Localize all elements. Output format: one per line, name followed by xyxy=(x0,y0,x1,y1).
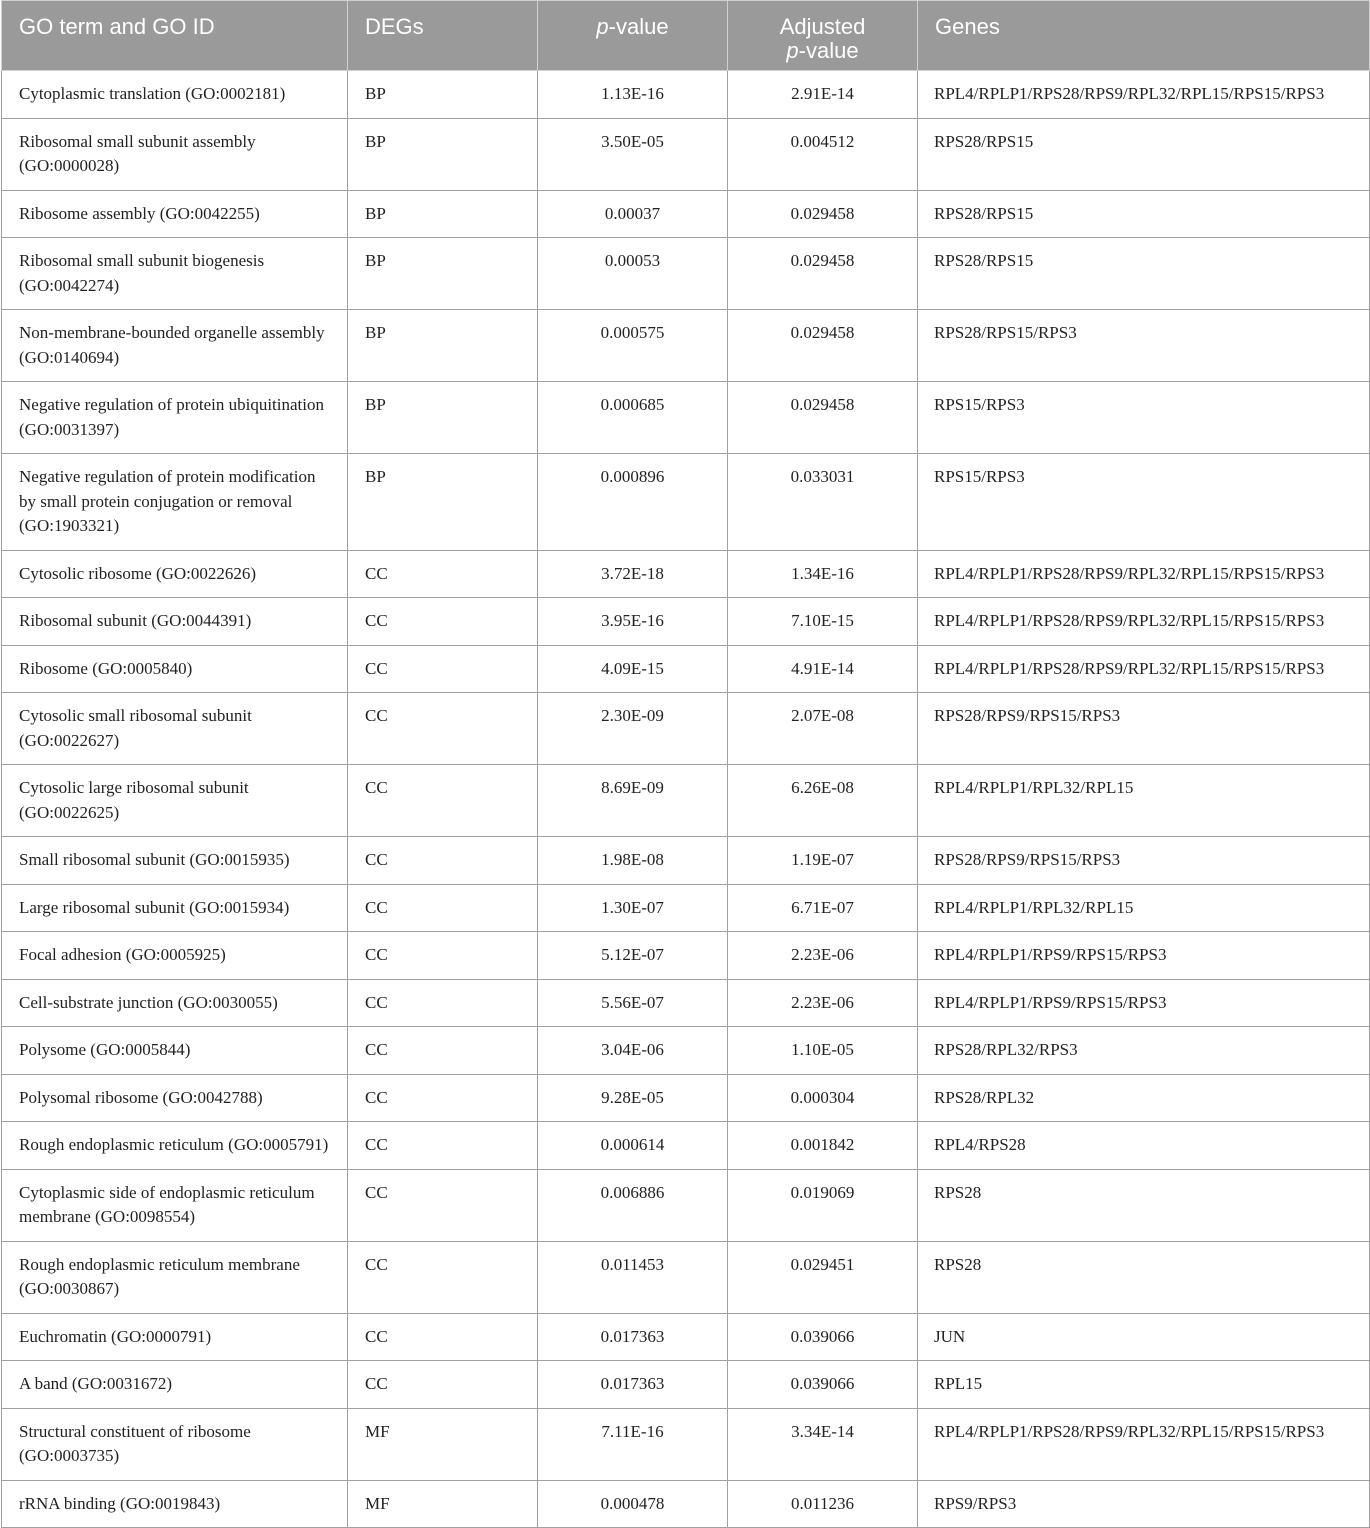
cell-p-value: 0.00037 xyxy=(538,190,728,238)
cell-adjusted-p-value: 0.029458 xyxy=(728,310,918,382)
table-row xyxy=(2,837,1370,885)
table-row xyxy=(2,1241,1370,1313)
cell-genes: RPL4/RPLP1/RPS28/RPS9/RPL32/RPL15/RPS15/RPS3 xyxy=(918,550,1370,598)
cell-adjusted-p-value: 0.039066 xyxy=(728,1361,918,1409)
cell-p-value: 1.30E-07 xyxy=(538,884,728,932)
cell-go-term: Rough endoplasmic reticulum membrane (GO:0030867) xyxy=(2,1241,348,1313)
cell-degs: CC xyxy=(348,1241,538,1313)
cell-genes: RPS28/RPS15 xyxy=(918,238,1370,310)
cell-genes: RPS28 xyxy=(918,1169,1370,1241)
cell-adjusted-p-value: 0.019069 xyxy=(728,1169,918,1241)
table-row xyxy=(2,1361,1370,1409)
cell-go-term: Ribosomal small subunit biogenesis (GO:0042274) xyxy=(2,238,348,310)
cell-degs: CC xyxy=(348,1313,538,1361)
cell-p-value: 0.000614 xyxy=(538,1122,728,1170)
cell-genes: RPS28/RPS9/RPS15/RPS3 xyxy=(918,837,1370,885)
table-row xyxy=(2,979,1370,1027)
table-row xyxy=(2,765,1370,837)
table-row xyxy=(2,238,1370,310)
cell-adjusted-p-value: 0.001842 xyxy=(728,1122,918,1170)
table-row xyxy=(2,884,1370,932)
cell-p-value: 1.98E-08 xyxy=(538,837,728,885)
cell-go-term: rRNA binding (GO:0019843) xyxy=(2,1480,348,1528)
cell-p-value: 2.30E-09 xyxy=(538,693,728,765)
cell-degs: CC xyxy=(348,932,538,980)
cell-degs: CC xyxy=(348,550,538,598)
cell-degs: BP xyxy=(348,310,538,382)
cell-degs: CC xyxy=(348,979,538,1027)
cell-adjusted-p-value: 2.91E-14 xyxy=(728,71,918,119)
cell-adjusted-p-value: 0.029458 xyxy=(728,382,918,454)
cell-adjusted-p-value: 0.033031 xyxy=(728,454,918,551)
cell-genes: RPS28 xyxy=(918,1241,1370,1313)
header-go-term: GO term and GO ID xyxy=(2,1,348,71)
cell-go-term: A band (GO:0031672) xyxy=(2,1361,348,1409)
cell-p-value: 9.28E-05 xyxy=(538,1074,728,1122)
cell-adjusted-p-value: 7.10E-15 xyxy=(728,598,918,646)
cell-degs: CC xyxy=(348,765,538,837)
cell-genes: JUN xyxy=(918,1313,1370,1361)
cell-p-value: 0.000478 xyxy=(538,1480,728,1528)
cell-degs: CC xyxy=(348,1169,538,1241)
cell-degs: CC xyxy=(348,645,538,693)
cell-go-term: Euchromatin (GO:0000791) xyxy=(2,1313,348,1361)
cell-adjusted-p-value: 1.34E-16 xyxy=(728,550,918,598)
cell-genes: RPS28/RPL32/RPS3 xyxy=(918,1027,1370,1075)
cell-degs: CC xyxy=(348,1027,538,1075)
cell-genes: RPL4/RPLP1/RPS28/RPS9/RPL32/RPL15/RPS15/RPS3 xyxy=(918,598,1370,646)
cell-degs: CC xyxy=(348,598,538,646)
cell-degs: CC xyxy=(348,1122,538,1170)
header-genes: Genes xyxy=(918,1,1370,71)
cell-adjusted-p-value: 0.000304 xyxy=(728,1074,918,1122)
cell-p-value: 0.006886 xyxy=(538,1169,728,1241)
cell-go-term: Cell-substrate junction (GO:0030055) xyxy=(2,979,348,1027)
cell-p-value: 0.000896 xyxy=(538,454,728,551)
cell-go-term: Small ribosomal subunit (GO:0015935) xyxy=(2,837,348,885)
header-p-rest: -value xyxy=(608,14,669,39)
table-row xyxy=(2,190,1370,238)
cell-degs: BP xyxy=(348,454,538,551)
table-row xyxy=(2,118,1370,190)
cell-genes: RPL4/RPLP1/RPL32/RPL15 xyxy=(918,765,1370,837)
cell-adjusted-p-value: 0.029451 xyxy=(728,1241,918,1313)
table-header xyxy=(2,1,1370,71)
cell-p-value: 5.12E-07 xyxy=(538,932,728,980)
table-row xyxy=(2,693,1370,765)
table-row xyxy=(2,382,1370,454)
table-row xyxy=(2,1074,1370,1122)
table-row xyxy=(2,598,1370,646)
cell-adjusted-p-value: 1.10E-05 xyxy=(728,1027,918,1075)
cell-go-term: Polysome (GO:0005844) xyxy=(2,1027,348,1075)
cell-go-term: Ribosomal small subunit assembly (GO:0000028) xyxy=(2,118,348,190)
table-row xyxy=(2,71,1370,119)
header-row xyxy=(2,1,1370,71)
cell-go-term: Structural constituent of ribosome (GO:0003735) xyxy=(2,1408,348,1480)
cell-adjusted-p-value: 6.26E-08 xyxy=(728,765,918,837)
cell-genes: RPS15/RPS3 xyxy=(918,382,1370,454)
cell-p-value: 5.56E-07 xyxy=(538,979,728,1027)
cell-genes: RPS28/RPS9/RPS15/RPS3 xyxy=(918,693,1370,765)
cell-genes: RPL4/RPLP1/RPS9/RPS15/RPS3 xyxy=(918,979,1370,1027)
cell-degs: BP xyxy=(348,238,538,310)
table-body xyxy=(2,71,1370,1528)
cell-adjusted-p-value: 3.34E-14 xyxy=(728,1408,918,1480)
cell-degs: MF xyxy=(348,1408,538,1480)
cell-degs: BP xyxy=(348,382,538,454)
cell-genes: RPS15/RPS3 xyxy=(918,454,1370,551)
cell-degs: CC xyxy=(348,693,538,765)
table-row xyxy=(2,1313,1370,1361)
cell-degs: BP xyxy=(348,118,538,190)
cell-p-value: 8.69E-09 xyxy=(538,765,728,837)
cell-adjusted-p-value: 0.039066 xyxy=(728,1313,918,1361)
cell-go-term: Polysomal ribosome (GO:0042788) xyxy=(2,1074,348,1122)
cell-genes: RPS9/RPS3 xyxy=(918,1480,1370,1528)
cell-adjusted-p-value: 0.029458 xyxy=(728,238,918,310)
cell-genes: RPL15 xyxy=(918,1361,1370,1409)
cell-p-value: 0.000575 xyxy=(538,310,728,382)
cell-p-value: 3.50E-05 xyxy=(538,118,728,190)
cell-go-term: Cytosolic large ribosomal subunit (GO:0022625) xyxy=(2,765,348,837)
cell-go-term: Large ribosomal subunit (GO:0015934) xyxy=(2,884,348,932)
cell-degs: MF xyxy=(348,1480,538,1528)
cell-genes: RPS28/RPL32 xyxy=(918,1074,1370,1122)
header-p-italic: p xyxy=(596,14,609,39)
table-row xyxy=(2,932,1370,980)
table-row xyxy=(2,1408,1370,1480)
cell-adjusted-p-value: 2.07E-08 xyxy=(728,693,918,765)
cell-degs: CC xyxy=(348,1074,538,1122)
cell-p-value: 4.09E-15 xyxy=(538,645,728,693)
header-adj-line1: Adjusted xyxy=(779,14,866,39)
cell-adjusted-p-value: 0.029458 xyxy=(728,190,918,238)
cell-genes: RPL4/RPS28 xyxy=(918,1122,1370,1170)
cell-go-term: Rough endoplasmic reticulum (GO:0005791) xyxy=(2,1122,348,1170)
cell-adjusted-p-value: 0.011236 xyxy=(728,1480,918,1528)
header-degs: DEGs xyxy=(348,1,538,71)
cell-go-term: Cytosolic small ribosomal subunit (GO:0022627) xyxy=(2,693,348,765)
cell-genes: RPL4/RPLP1/RPL32/RPL15 xyxy=(918,884,1370,932)
cell-degs: BP xyxy=(348,71,538,119)
cell-adjusted-p-value: 4.91E-14 xyxy=(728,645,918,693)
cell-go-term: Negative regulation of protein ubiquitination (GO:0031397) xyxy=(2,382,348,454)
go-enrichment-table xyxy=(1,0,1370,1528)
cell-p-value: 3.72E-18 xyxy=(538,550,728,598)
table-row xyxy=(2,310,1370,382)
table-row xyxy=(2,1122,1370,1170)
table-row xyxy=(2,1027,1370,1075)
cell-adjusted-p-value: 0.004512 xyxy=(728,118,918,190)
table-row xyxy=(2,550,1370,598)
cell-genes: RPL4/RPLP1/RPS28/RPS9/RPL32/RPL15/RPS15/RPS3 xyxy=(918,71,1370,119)
cell-genes: RPS28/RPS15 xyxy=(918,118,1370,190)
cell-degs: CC xyxy=(348,1361,538,1409)
table-row xyxy=(2,645,1370,693)
cell-degs: CC xyxy=(348,884,538,932)
cell-adjusted-p-value: 1.19E-07 xyxy=(728,837,918,885)
cell-go-term: Cytosolic ribosome (GO:0022626) xyxy=(2,550,348,598)
header-p-value xyxy=(538,1,728,71)
cell-go-term: Ribosome assembly (GO:0042255) xyxy=(2,190,348,238)
cell-adjusted-p-value: 6.71E-07 xyxy=(728,884,918,932)
cell-degs: BP xyxy=(348,190,538,238)
cell-go-term: Cytoplasmic translation (GO:0002181) xyxy=(2,71,348,119)
cell-genes: RPL4/RPLP1/RPS28/RPS9/RPL32/RPL15/RPS15/RPS3 xyxy=(918,1408,1370,1480)
cell-genes: RPL4/RPLP1/RPS28/RPS9/RPL32/RPL15/RPS15/RPS3 xyxy=(918,645,1370,693)
cell-p-value: 0.017363 xyxy=(538,1313,728,1361)
cell-genes: RPL4/RPLP1/RPS9/RPS15/RPS3 xyxy=(918,932,1370,980)
cell-go-term: Negative regulation of protein modification by small protein conjugation or removal (GO:1903321) xyxy=(2,454,348,551)
cell-go-term: Cytoplasmic side of endoplasmic reticulum membrane (GO:0098554) xyxy=(2,1169,348,1241)
header-adj-italic: p xyxy=(786,38,799,63)
cell-p-value: 3.95E-16 xyxy=(538,598,728,646)
header-adj-rest: -value xyxy=(798,38,859,63)
cell-go-term: Focal adhesion (GO:0005925) xyxy=(2,932,348,980)
cell-p-value: 3.04E-06 xyxy=(538,1027,728,1075)
header-adjusted-p-value xyxy=(728,1,918,71)
table-row xyxy=(2,1480,1370,1528)
cell-genes: RPS28/RPS15 xyxy=(918,190,1370,238)
cell-adjusted-p-value: 2.23E-06 xyxy=(728,932,918,980)
cell-p-value: 0.000685 xyxy=(538,382,728,454)
cell-p-value: 7.11E-16 xyxy=(538,1408,728,1480)
cell-p-value: 0.011453 xyxy=(538,1241,728,1313)
cell-p-value: 1.13E-16 xyxy=(538,71,728,119)
cell-go-term: Ribosome (GO:0005840) xyxy=(2,645,348,693)
cell-degs: CC xyxy=(348,837,538,885)
table-row xyxy=(2,1169,1370,1241)
cell-go-term: Non-membrane-bounded organelle assembly (GO:0140694) xyxy=(2,310,348,382)
cell-genes: RPS28/RPS15/RPS3 xyxy=(918,310,1370,382)
cell-adjusted-p-value: 2.23E-06 xyxy=(728,979,918,1027)
cell-go-term: Ribosomal subunit (GO:0044391) xyxy=(2,598,348,646)
cell-p-value: 0.017363 xyxy=(538,1361,728,1409)
cell-p-value: 0.00053 xyxy=(538,238,728,310)
table-row xyxy=(2,454,1370,551)
